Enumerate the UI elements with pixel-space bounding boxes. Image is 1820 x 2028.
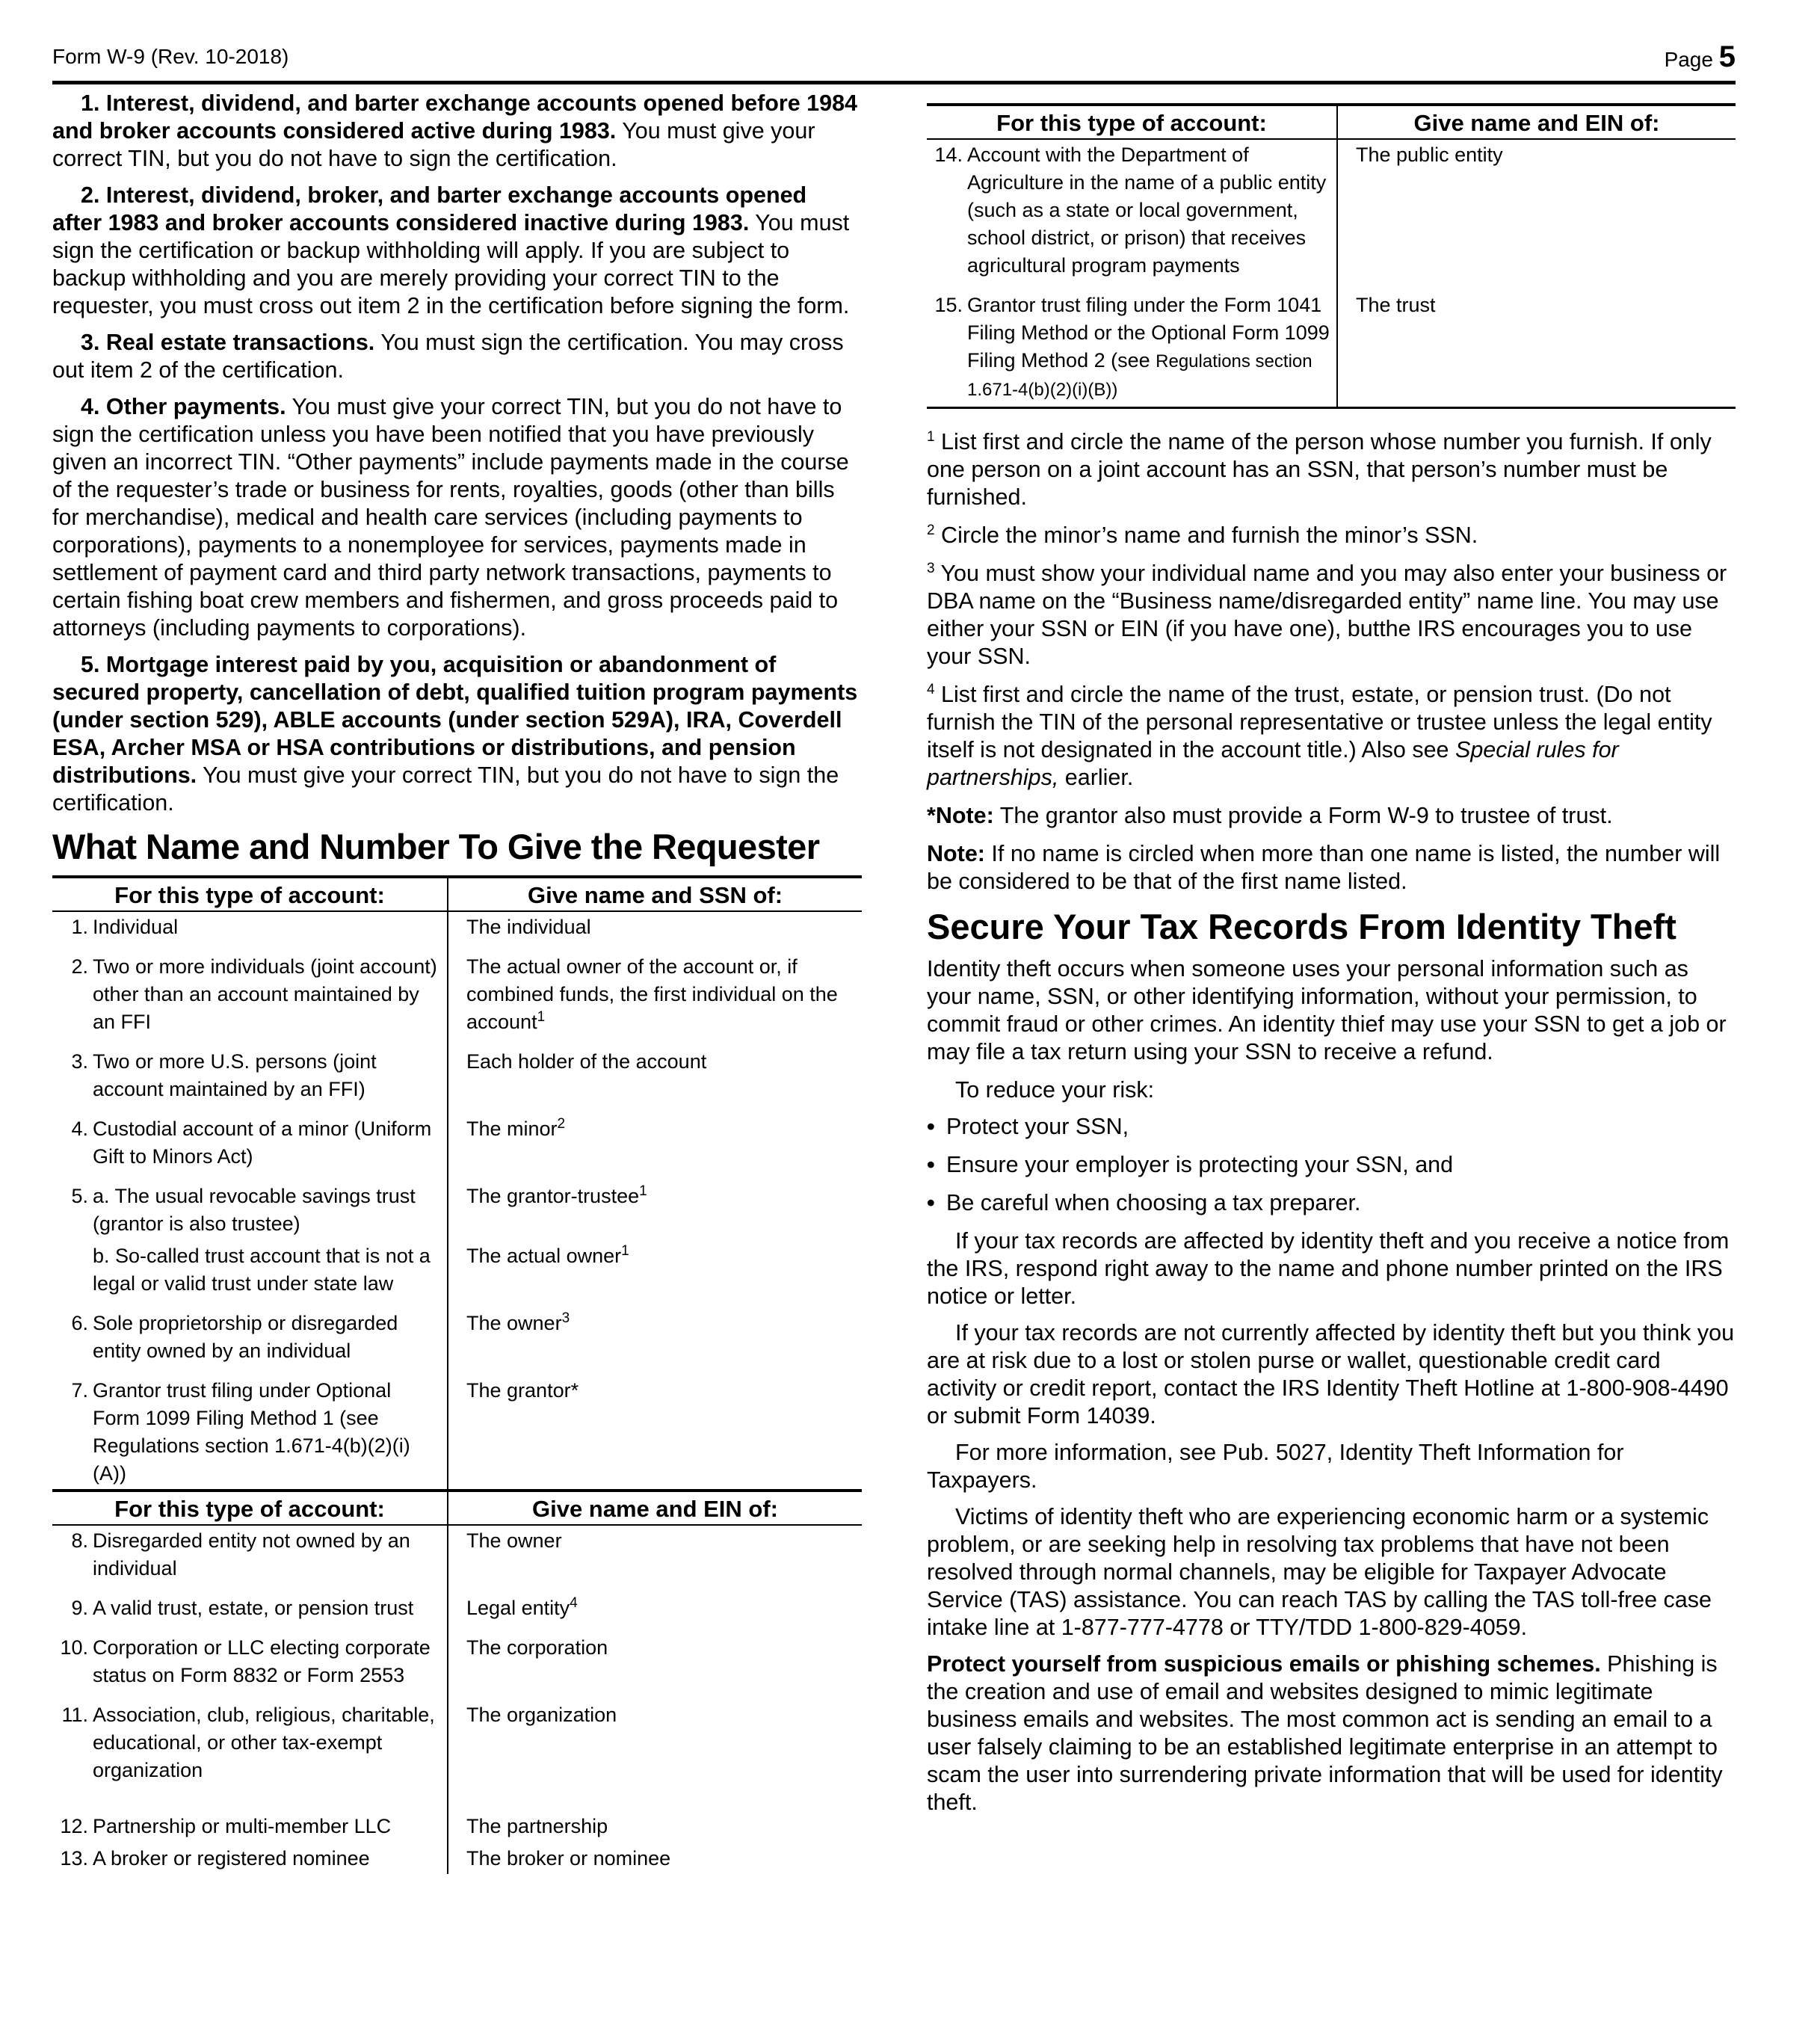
ein-table bbox=[52, 1489, 862, 1874]
account-type: Grantor trust filing under Optional Form 1099 Filing Method 1 (see Regulations section 1.671-4(b)(2)(i)(A)) bbox=[93, 1379, 410, 1485]
footnote-3 bbox=[927, 560, 1736, 671]
row-number: 1. bbox=[71, 916, 88, 938]
footnote-text: Circle the minor’s name and furnish the minor’s SSN. bbox=[934, 523, 1478, 548]
note-text: If no name is circled when more than one name is listed, the number will be considered to be that of the first name listed. bbox=[927, 841, 1721, 894]
row-number: 2. bbox=[71, 955, 88, 978]
table-row bbox=[52, 1593, 862, 1633]
footnote-ref: 3 bbox=[561, 1310, 570, 1326]
table-row bbox=[52, 1375, 862, 1489]
bullet-icon: • bbox=[927, 1152, 935, 1177]
give-name: The owner bbox=[466, 1312, 562, 1334]
footnote-text: List first and circle the name of the person whose number you furnish. If only one person on a joint account has an SSN, that person’s number must be furnished. bbox=[927, 429, 1712, 510]
section-title-identity-theft: Secure Your Tax Records From Identity Theft bbox=[927, 907, 1676, 946]
footnote-mark: 2 bbox=[927, 522, 935, 538]
row-number: 10. bbox=[60, 1636, 88, 1659]
para-item-3-heading: 3. Real estate transactions. bbox=[81, 330, 375, 355]
account-type: Association, club, religious, charitable, educational, or other tax-exempt organization bbox=[93, 1704, 435, 1781]
account-type: Individual bbox=[93, 916, 179, 938]
phishing-para bbox=[927, 1651, 1736, 1816]
row-number: 12. bbox=[60, 1815, 88, 1837]
table-row bbox=[52, 1700, 862, 1811]
para-item-5-heading: 5. Mortgage interest paid by you, acquisition or abandonment of secured property, cancellation of debt, qualified tuition program payments (under section 529), ABLE accounts (under section 529A), IRA, Coverdell ESA, Archer MSA or HSA contributions or distributions, and pension distributions. bbox=[52, 652, 858, 788]
ein-cont-header-give: Give name and EIN of: bbox=[1337, 105, 1736, 139]
table-row bbox=[52, 1525, 862, 1593]
footnote-2 bbox=[927, 522, 1736, 549]
give-name: The grantor* bbox=[466, 1379, 579, 1402]
phishing-heading: Protect yourself from suspicious emails or phishing schemes. bbox=[927, 1651, 1601, 1677]
para-item-4 bbox=[52, 393, 862, 642]
give-name: The public entity bbox=[1356, 144, 1503, 166]
page-number: 5 bbox=[1718, 40, 1736, 73]
para-item-3 bbox=[52, 329, 862, 384]
para-item-5-text: You must give your correct TIN, but you do not have to sign the certification. bbox=[52, 762, 839, 816]
account-type-regulation: Regulations section 1.671-4(b)(2)(i)(B)) bbox=[967, 351, 1312, 400]
account-type: b. So-called trust account that is not a legal or valid trust under state law bbox=[93, 1245, 431, 1295]
section-title-name-number: What Name and Number To Give the Requester bbox=[52, 827, 820, 866]
account-type: Two or more individuals (joint account) other than an account maintained by an FFI bbox=[93, 955, 437, 1033]
ein-header-give: Give name and EIN of: bbox=[448, 1491, 862, 1525]
give-name: The organization bbox=[466, 1704, 617, 1726]
footnote-after: earlier. bbox=[1058, 765, 1134, 790]
identity-para-3: For more information, see Pub. 5027, Identity Theft Information for Taxpayers. bbox=[927, 1440, 1624, 1493]
account-type: Custodial account of a minor (Uniform Gift to Minors Act) bbox=[93, 1118, 432, 1168]
table-row bbox=[52, 952, 862, 1047]
table-row bbox=[927, 290, 1736, 408]
bullet-text: Be careful when choosing a tax preparer. bbox=[946, 1190, 1361, 1215]
bullet-text: Ensure your employer is protecting your SSN, and bbox=[946, 1152, 1454, 1177]
page-header bbox=[52, 39, 1736, 84]
para-item-4-text: You must give your correct TIN, but you do not have to sign the certification unless you have been notified that you have previously given an incorrect TIN. “Other payments” include payments made in the course of the requester’s trade or business for rents, royalties, goods (other than bills for merchandise), medical and health care services (including payments to corporations), payments to a nonemployee for services, payments made in settlement of payment card and third party network transactions, payments to certain fishing boat crew members and fishermen, and gross proceeds paid to attorneys (including payments to corporations). bbox=[52, 394, 849, 641]
para-item-5 bbox=[52, 651, 862, 817]
note-label: *Note: bbox=[927, 803, 994, 828]
footnote-ref: 4 bbox=[570, 1595, 578, 1611]
footnote-ref: 1 bbox=[621, 1243, 629, 1259]
left-column bbox=[52, 90, 862, 1874]
account-type: Partnership or multi-member LLC bbox=[93, 1815, 392, 1837]
table-row bbox=[927, 139, 1736, 290]
footnote-ref: 1 bbox=[537, 1009, 546, 1025]
footnote-mark: 1 bbox=[927, 428, 935, 445]
table-row bbox=[52, 1633, 862, 1700]
identity-para-1: If your tax records are affected by identity theft and you receive a notice from the IRS, respond right away to the name and phone number printed on the IRS notice or letter. bbox=[927, 1228, 1730, 1309]
row-number: 15. bbox=[934, 294, 963, 316]
row-number: 6. bbox=[71, 1312, 88, 1334]
para-item-4-heading: 4. Other payments. bbox=[81, 394, 286, 419]
identity-para-4: Victims of identity theft who are experiencing economic harm or a systemic problem, or are seeking help in resolving tax problems that have not been resolved through normal channels, may be eligible for Taxpayer Advocate Service (TAS) assistance. You can reach TAS by calling the TAS toll-free case intake line at 1-877-777-4778 or TTY/TDD 1-800-829-4059. bbox=[927, 1504, 1712, 1640]
footnote-1 bbox=[927, 428, 1736, 511]
para-item-1 bbox=[52, 90, 862, 173]
ein-cont-header-account: For this type of account: bbox=[927, 105, 1337, 139]
ssn-header-account: For this type of account: bbox=[52, 877, 448, 911]
row-number: 4. bbox=[71, 1118, 88, 1140]
give-name: The partnership bbox=[466, 1815, 608, 1837]
reduce-risk: To reduce your risk: bbox=[955, 1077, 1155, 1103]
give-name: Legal entity bbox=[466, 1597, 570, 1619]
footnote-italic: Special rules for partnerships, bbox=[927, 737, 1619, 790]
ssn-header-give: Give name and SSN of: bbox=[448, 877, 862, 911]
footnote-4 bbox=[927, 681, 1736, 792]
note-label: Note: bbox=[927, 841, 985, 866]
table-row bbox=[52, 1241, 862, 1308]
footnote-mark: 4 bbox=[927, 681, 935, 697]
account-type: Grantor trust filing under the Form 1041 Filing Method or the Optional Form 1099 Filing Method 2 (see bbox=[967, 294, 1330, 372]
account-type: Disregarded entity not owned by an individual bbox=[93, 1529, 410, 1579]
give-name: Each holder of the account bbox=[466, 1050, 707, 1073]
account-type: a. The usual revocable savings trust (grantor is also trustee) bbox=[93, 1185, 416, 1235]
ssn-table-header bbox=[52, 877, 862, 911]
table-row bbox=[52, 1843, 862, 1874]
row-number: 3. bbox=[71, 1050, 88, 1073]
give-name: The grantor-trustee bbox=[466, 1185, 640, 1207]
row-number: 5. bbox=[71, 1185, 88, 1207]
note-grantor bbox=[927, 802, 1736, 830]
row-number: 13. bbox=[60, 1847, 88, 1870]
bullet-icon: • bbox=[927, 1190, 935, 1215]
list-item bbox=[927, 1113, 1736, 1141]
give-name: The minor bbox=[466, 1118, 558, 1140]
account-type: Account with the Department of Agriculture in the name of a public entity (such as a state or local government, school district, or prison) that receives agricultural program payments bbox=[967, 144, 1327, 277]
row-number: 8. bbox=[71, 1529, 88, 1552]
account-type: A valid trust, estate, or pension trust bbox=[93, 1597, 414, 1619]
table-row bbox=[52, 1047, 862, 1114]
account-type: Corporation or LLC electing corporate status on Form 8832 or Form 2553 bbox=[93, 1636, 431, 1686]
account-type: Sole proprietorship or disregarded entity owned by an individual bbox=[93, 1312, 398, 1362]
phishing-text: Phishing is the creation and use of email and websites designed to mimic legitimate business emails and websites. The most common act is sending an email to a user falsely claiming to be an established legitimate enterprise in an attempt to scam the user into surrendering private information that will be used for identity theft. bbox=[927, 1651, 1723, 1815]
ein-table-continued bbox=[927, 103, 1736, 409]
identity-para-2: If your tax records are not currently affected by identity theft but you think you are at risk due to a lost or stolen purse or wallet, questionable credit card activity or credit report, contact the IRS Identity Theft Hotline at 1-800-908-4490 or submit Form 14039. bbox=[927, 1320, 1735, 1428]
bullet-text: Protect your SSN, bbox=[946, 1114, 1129, 1139]
footnote-text: List first and circle the name of the trust, estate, or pension trust. (Do not furnish the TIN of the personal representative or trustee unless the legal entity itself is not designated in the account title.) Also see bbox=[927, 682, 1712, 762]
give-name: The individual bbox=[466, 916, 591, 938]
para-item-2 bbox=[52, 182, 862, 320]
ein-table-header bbox=[52, 1491, 862, 1525]
table-row bbox=[52, 1308, 862, 1375]
para-item-3-text: You must sign the certification. You may cross out item 2 of the certification. bbox=[52, 330, 844, 383]
account-type: A broker or registered nominee bbox=[93, 1847, 370, 1870]
give-name: The actual owner of the account or, if combined funds, the first individual on the account bbox=[466, 955, 838, 1033]
account-type: Two or more U.S. persons (joint account maintained by an FFI) bbox=[93, 1050, 377, 1100]
footnote-ref: 2 bbox=[557, 1116, 566, 1132]
para-item-1-heading: 1. Interest, dividend, and barter exchange accounts opened before 1984 and broker accounts considered active during 1983. bbox=[52, 90, 858, 144]
give-name: The owner bbox=[466, 1529, 562, 1552]
para-item-1-text: You must give your correct TIN, but you do not have to sign the certification. bbox=[52, 118, 815, 171]
para-item-2-text: You must sign the certification or backup withholding will apply. If you are subject to backup withholding and you are merely providing your correct TIN to the requester, you must cross out item 2 in the certification before signing the form. bbox=[52, 210, 850, 318]
row-number: 7. bbox=[71, 1379, 88, 1402]
footnote-ref: 1 bbox=[639, 1183, 647, 1199]
give-name: The corporation bbox=[466, 1636, 608, 1659]
table-row bbox=[52, 1114, 862, 1181]
row-number: 11. bbox=[61, 1704, 88, 1726]
row-number: 9. bbox=[71, 1597, 88, 1619]
give-name: The trust bbox=[1356, 294, 1436, 316]
row-number: 14. bbox=[934, 144, 963, 166]
note-circled bbox=[927, 840, 1736, 896]
footnote-text: You must show your individual name and you may also enter your business or DBA name on the “Business name/disregarded entity” name line. You may use either your SSN or EIN (if you have one), butthe IRS encourages you to use your SSN. bbox=[927, 561, 1727, 669]
para-item-2-heading: 2. Interest, dividend, broker, and barter exchange accounts opened after 1983 and broker accounts considered inactive during 1983. bbox=[52, 182, 807, 235]
ein-header-account: For this type of account: bbox=[52, 1491, 448, 1525]
form-name: Form W-9 (Rev. 10-2018) bbox=[52, 45, 289, 68]
give-name: The broker or nominee bbox=[466, 1847, 671, 1870]
note-text: The grantor also must provide a Form W-9 to trustee of trust. bbox=[993, 803, 1613, 828]
list-item bbox=[927, 1189, 1736, 1217]
footnote-mark: 3 bbox=[927, 560, 935, 576]
page-indicator bbox=[1665, 40, 1736, 74]
page-label: Page bbox=[1664, 48, 1713, 71]
ssn-table bbox=[52, 875, 862, 1489]
table-row bbox=[52, 1181, 862, 1241]
right-column bbox=[927, 103, 1736, 1827]
table-row bbox=[52, 911, 862, 952]
list-item bbox=[927, 1151, 1736, 1179]
ein-cont-table-header bbox=[927, 105, 1736, 139]
bullet-icon: • bbox=[927, 1114, 935, 1139]
table-row bbox=[52, 1811, 862, 1843]
give-name: The actual owner bbox=[466, 1245, 622, 1267]
identity-intro: Identity theft occurs when someone uses your personal information such as your name, SSN, or other identifying information, without your permission, to commit fraud or other crimes. An identity thief may use your SSN to get a job or may file a tax return using your SSN to receive a refund. bbox=[927, 956, 1727, 1064]
